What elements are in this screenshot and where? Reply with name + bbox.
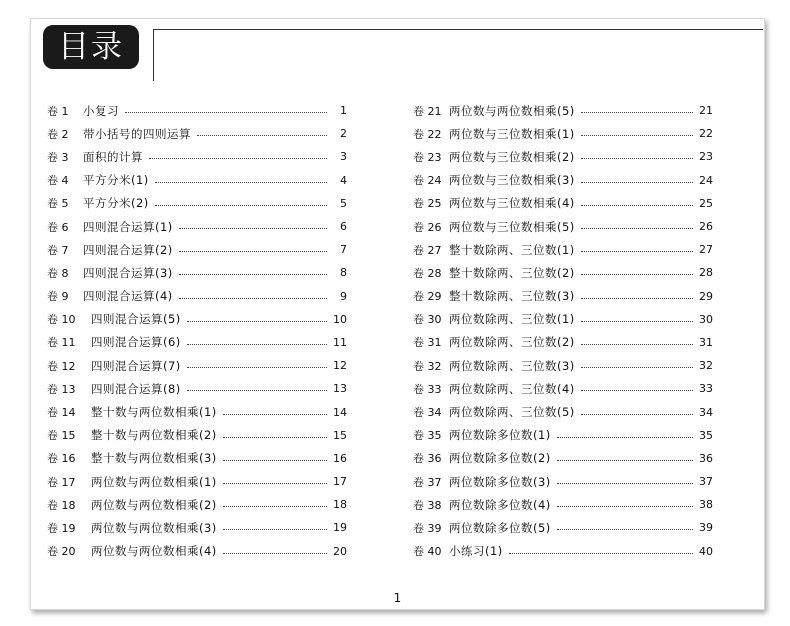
toc-volume-label: 卷 18 [47, 498, 76, 512]
toc-entry-title: 两位数除多位数(5) [449, 520, 551, 535]
toc-entry[interactable] [47, 424, 347, 447]
toc-volume-label: 卷 19 [47, 521, 76, 535]
toc-entry[interactable] [47, 122, 347, 145]
toc-volume-label: 卷 26 [413, 220, 442, 234]
toc-page-number: 30 [699, 312, 713, 326]
toc-page-number: 38 [699, 498, 713, 512]
toc-dot-leader [187, 367, 327, 368]
toc-volume-label: 卷 5 [47, 197, 69, 211]
toc-entry-title: 面积的计算 [83, 149, 143, 164]
toc-volume-label: 卷 40 [413, 545, 442, 559]
toc-dot-leader [223, 506, 327, 507]
toc-entry-title: 四则混合运算(1) [83, 219, 173, 234]
toc-entry[interactable] [47, 470, 347, 493]
toc-page-number: 1 [340, 104, 347, 118]
toc-page-number: 2 [340, 127, 347, 141]
toc-volume-label: 卷 4 [47, 174, 69, 188]
toc-page-number: 28 [699, 266, 713, 280]
toc-entry-title: 两位数与三位数相乘(2) [449, 149, 575, 164]
toc-dot-leader [557, 483, 693, 484]
toc-volume-label: 卷 1 [47, 104, 69, 118]
toc-page-number: 35 [699, 428, 713, 442]
toc-page-number: 8 [340, 266, 347, 280]
toc-volume-label: 卷 11 [47, 336, 76, 350]
toc-volume-label: 卷 21 [413, 104, 442, 118]
toc-dot-leader [581, 414, 693, 415]
toc-volume-label: 卷 9 [47, 290, 69, 304]
toc-entry-title: 整十数与两位数相乘(1) [91, 405, 217, 420]
toc-dot-leader [223, 483, 327, 484]
toc-page-number: 5 [340, 196, 347, 210]
toc-entry[interactable] [413, 516, 713, 539]
toc-dot-leader [187, 390, 327, 391]
toc-volume-label: 卷 24 [413, 174, 442, 188]
toc-entry-title: 小复习 [83, 103, 119, 118]
toc-page-number: 7 [340, 243, 347, 257]
toc-entry-title: 两位数除多位数(2) [449, 451, 551, 466]
toc-dot-leader [187, 344, 327, 345]
toc-entry-title: 两位数与两位数相乘(5) [449, 103, 575, 118]
toc-entry-title: 四则混合运算(4) [83, 289, 173, 304]
toc-volume-label: 卷 35 [413, 429, 442, 443]
toc-page-number: 11 [333, 335, 347, 349]
toc-page-number: 4 [340, 173, 347, 187]
toc-page-number: 14 [333, 405, 347, 419]
toc-volume-label: 卷 39 [413, 521, 442, 535]
toc-dot-leader [581, 182, 693, 183]
document-page [30, 18, 765, 610]
toc-volume-label: 卷 31 [413, 336, 442, 350]
toc-volume-label: 卷 25 [413, 197, 442, 211]
toc-page-number: 23 [699, 150, 713, 164]
toc-page-number: 24 [699, 173, 713, 187]
toc-volume-label: 卷 22 [413, 127, 442, 141]
toc-entry-title: 两位数与两位数相乘(4) [91, 544, 217, 559]
toc-volume-label: 卷 36 [413, 452, 442, 466]
toc-volume-label: 卷 3 [47, 150, 69, 164]
title-divider-vertical [153, 29, 154, 81]
toc-entry[interactable] [47, 354, 347, 377]
toc-entry[interactable] [47, 238, 347, 261]
toc-column-right [413, 99, 713, 563]
toc-entry-title: 带小括号的四则运算 [83, 126, 191, 141]
toc-entry[interactable] [47, 516, 347, 539]
toc-dot-leader [179, 274, 327, 275]
toc-dot-leader [223, 553, 327, 554]
toc-page-number: 21 [699, 104, 713, 118]
toc-page-number: 22 [699, 127, 713, 141]
toc-entry[interactable] [47, 447, 347, 470]
toc-entry[interactable] [413, 99, 713, 122]
title-divider-horizontal [153, 29, 763, 30]
toc-entry-title: 四则混合运算(3) [83, 265, 173, 280]
toc-dot-leader [179, 228, 327, 229]
toc-volume-label: 卷 32 [413, 359, 442, 373]
toc-entry[interactable] [47, 261, 347, 284]
toc-dot-leader [557, 460, 693, 461]
toc-page-number: 39 [699, 521, 713, 535]
toc-entry[interactable] [413, 308, 713, 331]
toc-volume-label: 卷 14 [47, 406, 76, 420]
toc-page-number: 12 [333, 359, 347, 373]
toc-entry-title: 两位数除两、三位数(2) [449, 335, 575, 350]
toc-entry[interactable] [413, 261, 713, 284]
toc-entry-title: 四则混合运算(2) [83, 242, 173, 257]
toc-page-number: 33 [699, 382, 713, 396]
toc-dot-leader [581, 251, 693, 252]
toc-entry-title: 四则混合运算(7) [91, 358, 181, 373]
toc-dot-leader [557, 529, 693, 530]
toc-page-number: 13 [333, 382, 347, 396]
toc-volume-label: 卷 2 [47, 127, 69, 141]
toc-entry[interactable] [47, 192, 347, 215]
toc-dot-leader [581, 344, 693, 345]
toc-volume-label: 卷 7 [47, 243, 69, 257]
toc-volume-label: 卷 10 [47, 313, 76, 327]
toc-entry-title: 整十数除两、三位数(3) [449, 289, 575, 304]
toc-dot-leader [179, 298, 327, 299]
toc-dot-leader [509, 553, 693, 554]
toc-entry-title: 两位数除多位数(3) [449, 474, 551, 489]
toc-entry[interactable] [47, 540, 347, 563]
toc-entry[interactable] [413, 331, 713, 354]
toc-entry-title: 整十数除两、三位数(1) [449, 242, 575, 257]
toc-entry-title: 平方分米(1) [83, 173, 149, 188]
toc-page-number: 40 [699, 544, 713, 558]
toc-entry[interactable] [413, 493, 713, 516]
toc-entry[interactable] [413, 169, 713, 192]
toc-entry-title: 整十数与两位数相乘(2) [91, 428, 217, 443]
toc-page-number: 18 [333, 498, 347, 512]
toc-volume-label: 卷 6 [47, 220, 69, 234]
toc-entry[interactable] [413, 470, 713, 493]
toc-dot-leader [179, 251, 327, 252]
toc-dot-leader [197, 135, 327, 136]
toc-page-number: 31 [699, 335, 713, 349]
toc-entry-title: 整十数除两、三位数(2) [449, 265, 575, 280]
toc-volume-label: 卷 27 [413, 243, 442, 257]
toc-page-number: 29 [699, 289, 713, 303]
toc-volume-label: 卷 13 [47, 382, 76, 396]
toc-volume-label: 卷 16 [47, 452, 76, 466]
toc-entry[interactable] [47, 145, 347, 168]
toc-volume-label: 卷 28 [413, 266, 442, 280]
toc-dot-leader [581, 367, 693, 368]
toc-dot-leader [581, 321, 693, 322]
toc-volume-label: 卷 34 [413, 406, 442, 420]
toc-volume-label: 卷 12 [47, 359, 76, 373]
toc-dot-leader [155, 182, 327, 183]
toc-entry-title: 四则混合运算(5) [91, 312, 181, 327]
toc-dot-leader [223, 414, 327, 415]
toc-page-number: 32 [699, 359, 713, 373]
toc-entry[interactable] [413, 285, 713, 308]
toc-entry[interactable] [413, 400, 713, 423]
toc-entry-title: 两位数除两、三位数(4) [449, 381, 575, 396]
toc-entry-title: 四则混合运算(6) [91, 335, 181, 350]
toc-dot-leader [187, 321, 327, 322]
toc-entry-title: 两位数与两位数相乘(3) [91, 520, 217, 535]
toc-page-number: 17 [333, 475, 347, 489]
toc-dot-leader [581, 135, 693, 136]
toc-entry-title: 四则混合运算(8) [91, 381, 181, 396]
toc-dot-leader [557, 506, 693, 507]
toc-volume-label: 卷 29 [413, 290, 442, 304]
toc-page-number: 6 [340, 220, 347, 234]
toc-entry[interactable] [413, 122, 713, 145]
toc-page-number: 9 [340, 289, 347, 303]
toc-entry-title: 两位数与三位数相乘(4) [449, 196, 575, 211]
toc-page-number: 27 [699, 243, 713, 257]
toc-entry-title: 两位数除多位数(4) [449, 497, 551, 512]
toc-dot-leader [149, 158, 327, 159]
toc-page-number: 19 [333, 521, 347, 535]
toc-volume-label: 卷 30 [413, 313, 442, 327]
toc-page-number: 10 [333, 312, 347, 326]
toc-dot-leader [581, 390, 693, 391]
toc-volume-label: 卷 23 [413, 150, 442, 164]
toc-page-number: 37 [699, 475, 713, 489]
toc-entry[interactable] [47, 331, 347, 354]
toc-entry-title: 两位数与三位数相乘(3) [449, 173, 575, 188]
toc-entry-title: 小练习(1) [449, 544, 503, 559]
toc-entry[interactable] [47, 308, 347, 331]
toc-entry[interactable] [413, 447, 713, 470]
toc-page-number: 26 [699, 220, 713, 234]
toc-dot-leader [581, 158, 693, 159]
page-title: 目录 [43, 25, 139, 69]
toc-dot-leader [581, 298, 693, 299]
toc-dot-leader [223, 460, 327, 461]
toc-entry[interactable] [47, 377, 347, 400]
toc-dot-leader [557, 437, 693, 438]
toc-volume-label: 卷 20 [47, 545, 76, 559]
toc-dot-leader [581, 274, 693, 275]
toc-entry[interactable] [413, 192, 713, 215]
toc-dot-leader [155, 205, 327, 206]
toc-entry-title: 两位数除多位数(1) [449, 428, 551, 443]
toc-dot-leader [581, 205, 693, 206]
toc-page-number: 36 [699, 451, 713, 465]
toc-page-number: 34 [699, 405, 713, 419]
toc-volume-label: 卷 15 [47, 429, 76, 443]
toc-volume-label: 卷 17 [47, 475, 76, 489]
toc-entry[interactable] [47, 99, 347, 122]
toc-entry[interactable] [47, 285, 347, 308]
toc-page-number: 3 [340, 150, 347, 164]
toc-page-number: 16 [333, 451, 347, 465]
toc-entry-title: 两位数与两位数相乘(1) [91, 474, 217, 489]
toc-page-number: 25 [699, 196, 713, 210]
toc-entry[interactable] [413, 238, 713, 261]
toc-entry-title: 两位数与三位数相乘(5) [449, 219, 575, 234]
toc-entry-title: 两位数除两、三位数(5) [449, 405, 575, 420]
toc-volume-label: 卷 38 [413, 498, 442, 512]
toc-entry[interactable] [47, 169, 347, 192]
toc-dot-leader [581, 228, 693, 229]
toc-volume-label: 卷 33 [413, 382, 442, 396]
page-number: 1 [393, 591, 402, 605]
toc-volume-label: 卷 37 [413, 475, 442, 489]
toc-entry-title: 两位数与三位数相乘(1) [449, 126, 575, 141]
toc-entry-title: 平方分米(2) [83, 196, 149, 211]
toc-dot-leader [223, 529, 327, 530]
toc-column-left [47, 99, 347, 563]
toc-entry-title: 两位数除两、三位数(1) [449, 312, 575, 327]
toc-entry[interactable] [413, 215, 713, 238]
toc-entry[interactable] [47, 400, 347, 423]
toc-entry-title: 两位数与两位数相乘(2) [91, 497, 217, 512]
toc-page-number: 15 [333, 428, 347, 442]
toc-dot-leader [581, 112, 693, 113]
toc-page-number: 20 [333, 544, 347, 558]
toc-entry[interactable] [47, 215, 347, 238]
toc-dot-leader [125, 112, 327, 113]
toc-entry-title: 两位数除两、三位数(3) [449, 358, 575, 373]
toc-entry-title: 整十数与两位数相乘(3) [91, 451, 217, 466]
toc-entry[interactable] [413, 145, 713, 168]
toc-entry[interactable] [47, 493, 347, 516]
toc-entry[interactable] [413, 540, 713, 563]
toc-entry[interactable] [413, 377, 713, 400]
toc-volume-label: 卷 8 [47, 266, 69, 280]
toc-dot-leader [223, 437, 327, 438]
toc-entry[interactable] [413, 354, 713, 377]
toc-entry[interactable] [413, 424, 713, 447]
